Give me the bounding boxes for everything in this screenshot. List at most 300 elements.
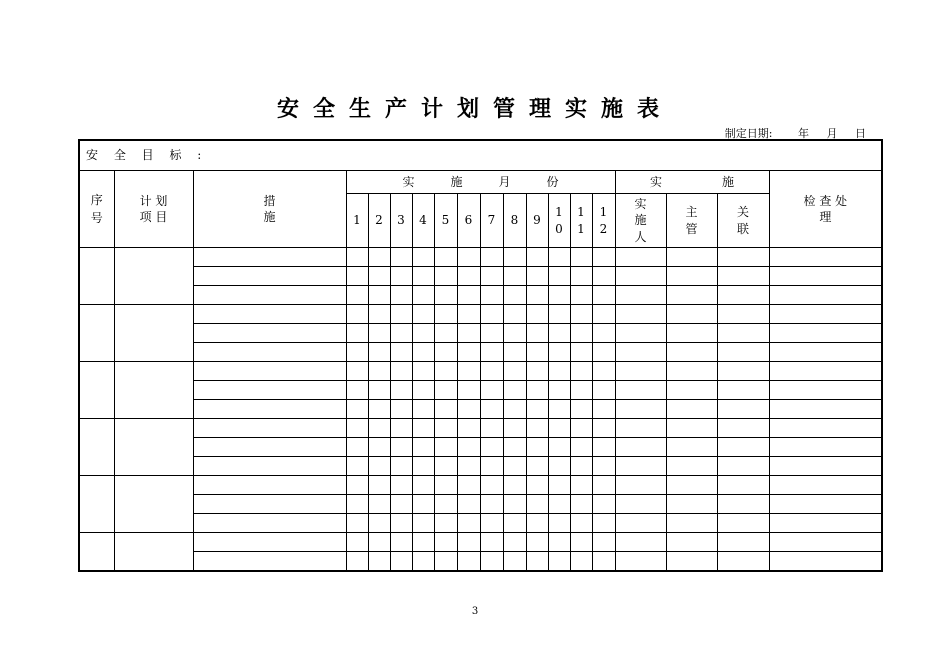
month-3-cell[interactable] [390,381,412,400]
month-10-cell[interactable] [548,438,570,457]
month-3-cell[interactable] [390,343,412,362]
month-12-cell[interactable] [592,381,615,400]
supervisor-cell[interactable] [666,362,717,381]
month-11-cell[interactable] [570,305,592,324]
measure-cell[interactable] [193,343,346,362]
impl-person-cell[interactable] [615,305,666,324]
month-12-cell[interactable] [592,362,615,381]
month-5-cell[interactable] [434,514,457,533]
related-cell[interactable] [717,381,769,400]
month-10-cell[interactable] [548,533,570,552]
month-1-cell[interactable] [346,324,368,343]
check-cell[interactable] [769,267,882,286]
month-10-cell[interactable] [548,552,570,572]
month-3-cell[interactable] [390,286,412,305]
month-12-cell[interactable] [592,305,615,324]
impl-person-cell[interactable] [615,286,666,305]
supervisor-cell[interactable] [666,381,717,400]
month-12-cell[interactable] [592,533,615,552]
month-10-cell[interactable] [548,343,570,362]
month-1-cell[interactable] [346,248,368,267]
month-5-cell[interactable] [434,533,457,552]
check-cell[interactable] [769,514,882,533]
impl-person-cell[interactable] [615,343,666,362]
supervisor-cell[interactable] [666,305,717,324]
month-12-cell[interactable] [592,324,615,343]
month-9-cell[interactable] [526,438,548,457]
month-2-cell[interactable] [368,552,390,572]
related-cell[interactable] [717,400,769,419]
measure-cell[interactable] [193,400,346,419]
impl-person-cell[interactable] [615,324,666,343]
check-cell[interactable] [769,457,882,476]
month-7-cell[interactable] [480,400,503,419]
month-8-cell[interactable] [503,286,526,305]
supervisor-cell[interactable] [666,324,717,343]
month-2-cell[interactable] [368,495,390,514]
supervisor-cell[interactable] [666,400,717,419]
month-4-cell[interactable] [412,248,434,267]
month-2-cell[interactable] [368,419,390,438]
check-cell[interactable] [769,248,882,267]
related-cell[interactable] [717,305,769,324]
supervisor-cell[interactable] [666,533,717,552]
month-4-cell[interactable] [412,267,434,286]
month-6-cell[interactable] [457,438,480,457]
month-12-cell[interactable] [592,495,615,514]
impl-person-cell[interactable] [615,362,666,381]
month-5-cell[interactable] [434,267,457,286]
check-cell[interactable] [769,381,882,400]
month-12-cell[interactable] [592,514,615,533]
check-cell[interactable] [769,533,882,552]
month-3-cell[interactable] [390,248,412,267]
impl-person-cell[interactable] [615,514,666,533]
month-3-cell[interactable] [390,419,412,438]
month-10-cell[interactable] [548,362,570,381]
month-9-cell[interactable] [526,324,548,343]
month-6-cell[interactable] [457,267,480,286]
month-6-cell[interactable] [457,552,480,572]
month-1-cell[interactable] [346,552,368,572]
related-cell[interactable] [717,267,769,286]
related-cell[interactable] [717,552,769,572]
month-8-cell[interactable] [503,514,526,533]
check-cell[interactable] [769,343,882,362]
month-11-cell[interactable] [570,343,592,362]
month-9-cell[interactable] [526,305,548,324]
supervisor-cell[interactable] [666,248,717,267]
measure-cell[interactable] [193,533,346,552]
month-8-cell[interactable] [503,476,526,495]
month-12-cell[interactable] [592,552,615,572]
month-6-cell[interactable] [457,514,480,533]
month-2-cell[interactable] [368,400,390,419]
related-cell[interactable] [717,362,769,381]
month-10-cell[interactable] [548,248,570,267]
month-3-cell[interactable] [390,514,412,533]
plan-item-cell[interactable] [114,362,193,419]
supervisor-cell[interactable] [666,286,717,305]
related-cell[interactable] [717,248,769,267]
related-cell[interactable] [717,495,769,514]
month-9-cell[interactable] [526,495,548,514]
month-9-cell[interactable] [526,476,548,495]
measure-cell[interactable] [193,248,346,267]
check-cell[interactable] [769,286,882,305]
month-12-cell[interactable] [592,400,615,419]
month-4-cell[interactable] [412,495,434,514]
month-1-cell[interactable] [346,476,368,495]
month-4-cell[interactable] [412,362,434,381]
month-12-cell[interactable] [592,419,615,438]
month-6-cell[interactable] [457,286,480,305]
month-5-cell[interactable] [434,343,457,362]
impl-person-cell[interactable] [615,533,666,552]
month-5-cell[interactable] [434,305,457,324]
check-cell[interactable] [769,438,882,457]
check-cell[interactable] [769,324,882,343]
impl-person-cell[interactable] [615,495,666,514]
month-4-cell[interactable] [412,324,434,343]
month-9-cell[interactable] [526,362,548,381]
month-4-cell[interactable] [412,419,434,438]
month-2-cell[interactable] [368,476,390,495]
month-7-cell[interactable] [480,267,503,286]
month-11-cell[interactable] [570,552,592,572]
measure-cell[interactable] [193,419,346,438]
measure-cell[interactable] [193,324,346,343]
month-6-cell[interactable] [457,457,480,476]
month-11-cell[interactable] [570,286,592,305]
month-8-cell[interactable] [503,438,526,457]
impl-person-cell[interactable] [615,419,666,438]
related-cell[interactable] [717,286,769,305]
supervisor-cell[interactable] [666,438,717,457]
month-8-cell[interactable] [503,495,526,514]
measure-cell[interactable] [193,305,346,324]
impl-person-cell[interactable] [615,476,666,495]
related-cell[interactable] [717,514,769,533]
measure-cell[interactable] [193,552,346,572]
month-7-cell[interactable] [480,552,503,572]
month-4-cell[interactable] [412,457,434,476]
month-6-cell[interactable] [457,343,480,362]
month-1-cell[interactable] [346,457,368,476]
measure-cell[interactable] [193,457,346,476]
measure-cell[interactable] [193,514,346,533]
month-7-cell[interactable] [480,362,503,381]
month-7-cell[interactable] [480,476,503,495]
month-3-cell[interactable] [390,457,412,476]
month-11-cell[interactable] [570,457,592,476]
month-10-cell[interactable] [548,476,570,495]
month-3-cell[interactable] [390,305,412,324]
month-7-cell[interactable] [480,343,503,362]
month-4-cell[interactable] [412,552,434,572]
month-1-cell[interactable] [346,438,368,457]
month-11-cell[interactable] [570,533,592,552]
month-7-cell[interactable] [480,248,503,267]
month-2-cell[interactable] [368,514,390,533]
month-3-cell[interactable] [390,400,412,419]
month-8-cell[interactable] [503,552,526,572]
month-12-cell[interactable] [592,267,615,286]
month-3-cell[interactable] [390,362,412,381]
month-4-cell[interactable] [412,476,434,495]
month-1-cell[interactable] [346,305,368,324]
month-11-cell[interactable] [570,248,592,267]
seq-cell[interactable] [79,362,114,419]
supervisor-cell[interactable] [666,495,717,514]
month-5-cell[interactable] [434,248,457,267]
month-6-cell[interactable] [457,400,480,419]
check-cell[interactable] [769,362,882,381]
related-cell[interactable] [717,438,769,457]
impl-person-cell[interactable] [615,248,666,267]
seq-cell[interactable] [79,419,114,476]
month-10-cell[interactable] [548,495,570,514]
month-4-cell[interactable] [412,400,434,419]
measure-cell[interactable] [193,495,346,514]
month-6-cell[interactable] [457,324,480,343]
month-2-cell[interactable] [368,248,390,267]
month-2-cell[interactable] [368,457,390,476]
month-11-cell[interactable] [570,495,592,514]
month-2-cell[interactable] [368,343,390,362]
plan-item-cell[interactable] [114,248,193,305]
month-6-cell[interactable] [457,362,480,381]
month-7-cell[interactable] [480,457,503,476]
month-10-cell[interactable] [548,324,570,343]
impl-person-cell[interactable] [615,457,666,476]
plan-item-cell[interactable] [114,419,193,476]
month-9-cell[interactable] [526,419,548,438]
month-10-cell[interactable] [548,286,570,305]
month-3-cell[interactable] [390,476,412,495]
seq-cell[interactable] [79,533,114,572]
month-10-cell[interactable] [548,381,570,400]
month-12-cell[interactable] [592,438,615,457]
month-7-cell[interactable] [480,495,503,514]
month-9-cell[interactable] [526,267,548,286]
month-12-cell[interactable] [592,476,615,495]
month-9-cell[interactable] [526,286,548,305]
month-3-cell[interactable] [390,324,412,343]
month-7-cell[interactable] [480,419,503,438]
month-5-cell[interactable] [434,438,457,457]
month-8-cell[interactable] [503,343,526,362]
month-8-cell[interactable] [503,362,526,381]
month-1-cell[interactable] [346,267,368,286]
month-6-cell[interactable] [457,248,480,267]
month-5-cell[interactable] [434,286,457,305]
month-2-cell[interactable] [368,324,390,343]
month-11-cell[interactable] [570,381,592,400]
supervisor-cell[interactable] [666,267,717,286]
month-2-cell[interactable] [368,438,390,457]
month-2-cell[interactable] [368,267,390,286]
impl-person-cell[interactable] [615,267,666,286]
month-8-cell[interactable] [503,400,526,419]
measure-cell[interactable] [193,267,346,286]
month-10-cell[interactable] [548,457,570,476]
month-10-cell[interactable] [548,514,570,533]
measure-cell[interactable] [193,476,346,495]
related-cell[interactable] [717,419,769,438]
plan-item-cell[interactable] [114,533,193,572]
month-1-cell[interactable] [346,286,368,305]
measure-cell[interactable] [193,381,346,400]
month-7-cell[interactable] [480,381,503,400]
month-8-cell[interactable] [503,324,526,343]
related-cell[interactable] [717,457,769,476]
supervisor-cell[interactable] [666,457,717,476]
month-6-cell[interactable] [457,305,480,324]
month-4-cell[interactable] [412,305,434,324]
plan-item-cell[interactable] [114,305,193,362]
month-6-cell[interactable] [457,419,480,438]
check-cell[interactable] [769,552,882,572]
impl-person-cell[interactable] [615,381,666,400]
month-12-cell[interactable] [592,286,615,305]
month-11-cell[interactable] [570,400,592,419]
plan-item-cell[interactable] [114,476,193,533]
month-10-cell[interactable] [548,400,570,419]
month-1-cell[interactable] [346,362,368,381]
month-9-cell[interactable] [526,514,548,533]
month-7-cell[interactable] [480,533,503,552]
month-5-cell[interactable] [434,476,457,495]
month-8-cell[interactable] [503,419,526,438]
impl-person-cell[interactable] [615,400,666,419]
month-11-cell[interactable] [570,514,592,533]
month-3-cell[interactable] [390,495,412,514]
month-1-cell[interactable] [346,533,368,552]
month-3-cell[interactable] [390,552,412,572]
month-7-cell[interactable] [480,305,503,324]
impl-person-cell[interactable] [615,438,666,457]
month-1-cell[interactable] [346,343,368,362]
month-11-cell[interactable] [570,438,592,457]
month-1-cell[interactable] [346,495,368,514]
month-10-cell[interactable] [548,267,570,286]
month-10-cell[interactable] [548,419,570,438]
month-5-cell[interactable] [434,457,457,476]
related-cell[interactable] [717,533,769,552]
month-8-cell[interactable] [503,267,526,286]
month-8-cell[interactable] [503,533,526,552]
month-7-cell[interactable] [480,438,503,457]
month-5-cell[interactable] [434,362,457,381]
month-2-cell[interactable] [368,381,390,400]
month-4-cell[interactable] [412,514,434,533]
month-9-cell[interactable] [526,533,548,552]
related-cell[interactable] [717,343,769,362]
month-5-cell[interactable] [434,552,457,572]
month-3-cell[interactable] [390,438,412,457]
month-9-cell[interactable] [526,457,548,476]
month-11-cell[interactable] [570,324,592,343]
month-10-cell[interactable] [548,305,570,324]
month-11-cell[interactable] [570,267,592,286]
month-11-cell[interactable] [570,419,592,438]
month-11-cell[interactable] [570,476,592,495]
month-8-cell[interactable] [503,381,526,400]
related-cell[interactable] [717,324,769,343]
month-5-cell[interactable] [434,381,457,400]
month-1-cell[interactable] [346,419,368,438]
supervisor-cell[interactable] [666,343,717,362]
month-4-cell[interactable] [412,438,434,457]
supervisor-cell[interactable] [666,476,717,495]
check-cell[interactable] [769,495,882,514]
month-9-cell[interactable] [526,400,548,419]
month-4-cell[interactable] [412,381,434,400]
month-4-cell[interactable] [412,533,434,552]
month-7-cell[interactable] [480,324,503,343]
month-9-cell[interactable] [526,381,548,400]
month-8-cell[interactable] [503,457,526,476]
month-2-cell[interactable] [368,305,390,324]
month-5-cell[interactable] [434,400,457,419]
month-6-cell[interactable] [457,495,480,514]
month-7-cell[interactable] [480,286,503,305]
month-1-cell[interactable] [346,381,368,400]
month-9-cell[interactable] [526,248,548,267]
month-3-cell[interactable] [390,267,412,286]
supervisor-cell[interactable] [666,514,717,533]
check-cell[interactable] [769,419,882,438]
measure-cell[interactable] [193,286,346,305]
month-5-cell[interactable] [434,324,457,343]
seq-cell[interactable] [79,248,114,305]
month-1-cell[interactable] [346,400,368,419]
measure-cell[interactable] [193,438,346,457]
month-6-cell[interactable] [457,533,480,552]
month-4-cell[interactable] [412,343,434,362]
month-11-cell[interactable] [570,362,592,381]
month-2-cell[interactable] [368,533,390,552]
month-9-cell[interactable] [526,343,548,362]
measure-cell[interactable] [193,362,346,381]
related-cell[interactable] [717,476,769,495]
month-7-cell[interactable] [480,514,503,533]
month-6-cell[interactable] [457,381,480,400]
month-2-cell[interactable] [368,362,390,381]
check-cell[interactable] [769,400,882,419]
month-1-cell[interactable] [346,514,368,533]
seq-cell[interactable] [79,305,114,362]
month-12-cell[interactable] [592,457,615,476]
month-12-cell[interactable] [592,343,615,362]
supervisor-cell[interactable] [666,419,717,438]
month-2-cell[interactable] [368,286,390,305]
month-5-cell[interactable] [434,419,457,438]
month-12-cell[interactable] [592,248,615,267]
month-9-cell[interactable] [526,552,548,572]
month-3-cell[interactable] [390,533,412,552]
check-cell[interactable] [769,305,882,324]
month-8-cell[interactable] [503,248,526,267]
month-4-cell[interactable] [412,286,434,305]
impl-person-cell[interactable] [615,552,666,572]
supervisor-cell[interactable] [666,552,717,572]
check-cell[interactable] [769,476,882,495]
month-6-cell[interactable] [457,476,480,495]
month-5-cell[interactable] [434,495,457,514]
seq-cell[interactable] [79,476,114,533]
